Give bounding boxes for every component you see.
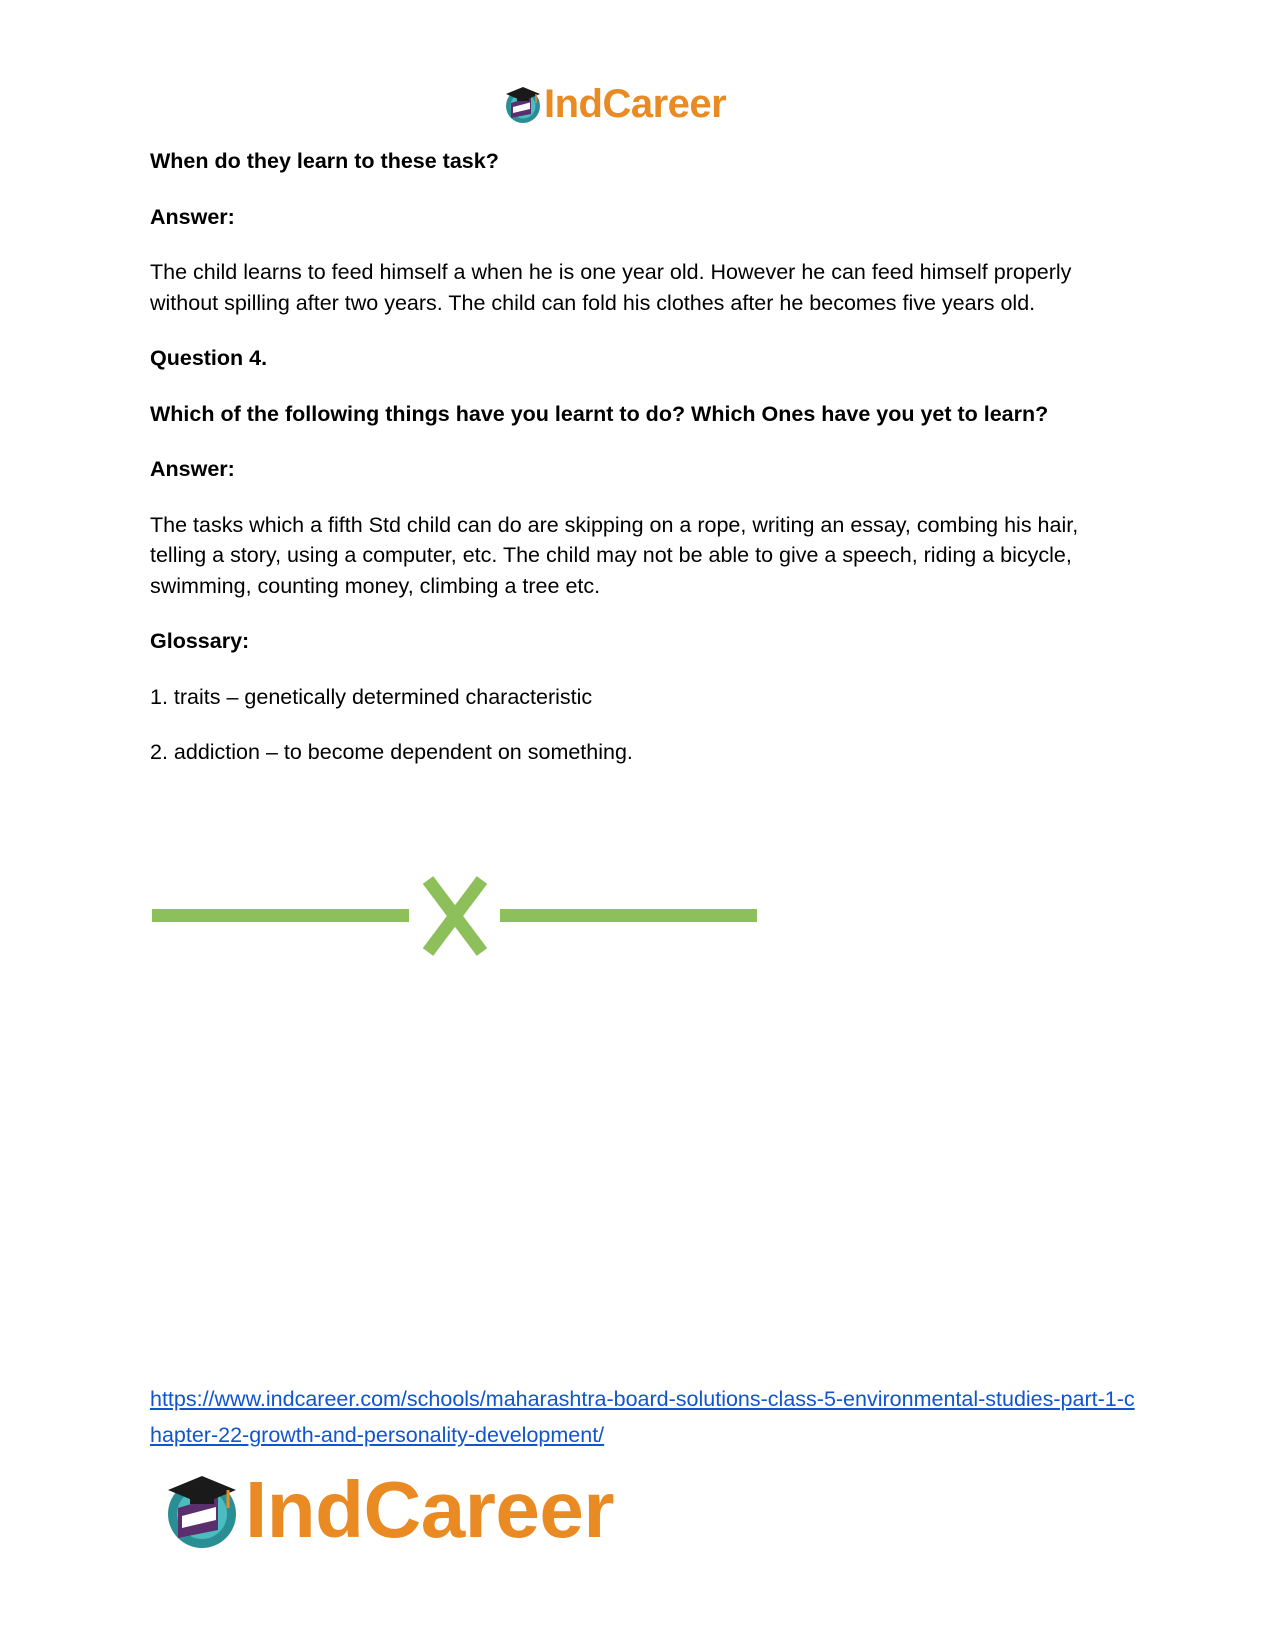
section-divider bbox=[152, 876, 762, 956]
header-logo bbox=[503, 80, 773, 128]
question-3-text: When do they learn to these task? bbox=[150, 149, 499, 173]
answer-label: Answer: bbox=[150, 204, 235, 229]
graduation-globe-icon bbox=[161, 1468, 243, 1552]
glossary-item: 2. addiction – to become dependent on something. bbox=[150, 740, 633, 764]
answer-text: The tasks which a fifth Std child can do are skipping on a rope, writing an essay, combing his hair, telling a story, using a computer, etc. The child may not be able to give a speech, riding a bicycle, swimming, counting money, climbing a tree etc. bbox=[150, 512, 1079, 598]
document-body bbox=[150, 146, 1130, 768]
source-link[interactable]: https://www.indcareer.com/schools/maharashtra-board-solutions-class-5-environmental-studies-part-1-chapter-22-growth-and-personality-development/ bbox=[150, 1387, 1135, 1447]
graduation-globe-icon bbox=[503, 83, 543, 125]
answer-text: The child learns to feed himself a when he is one year old. However he can feed himself properly without spilling after two years. The child can fold his clothes after he becomes five years old. bbox=[150, 260, 1072, 315]
footer-logo bbox=[161, 1465, 701, 1555]
header-logo-text: IndCareer bbox=[544, 82, 727, 126]
divider-cross-icon bbox=[428, 880, 482, 952]
divider-line-left bbox=[152, 909, 409, 922]
question-4-text: Which of the following things have you learnt to do? Which Ones have you yet to learn? bbox=[150, 401, 1049, 426]
glossary-heading: Glossary: bbox=[150, 629, 250, 653]
answer-label: Answer: bbox=[150, 457, 235, 481]
divider-line-right bbox=[500, 909, 757, 922]
footer-logo-text: IndCareer bbox=[245, 1465, 614, 1554]
question-4-label: Question 4. bbox=[150, 346, 268, 370]
glossary-item: 1. traits – genetically determined characteristic bbox=[150, 684, 593, 709]
